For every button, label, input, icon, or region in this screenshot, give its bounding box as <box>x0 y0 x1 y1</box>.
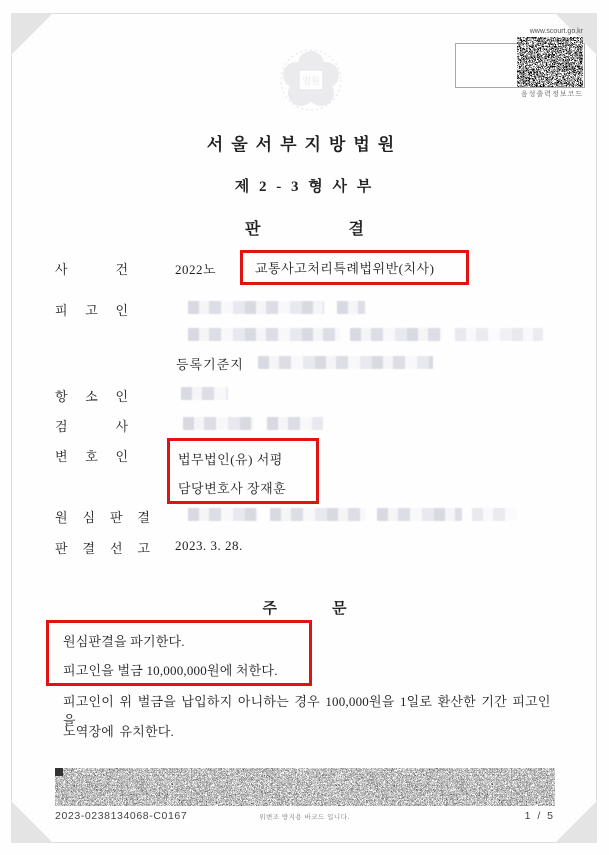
disposition-heading-left-char: 주 <box>262 601 277 617</box>
division-title: 제 2 - 3 형 사 부 <box>234 179 375 195</box>
domicile-label: 등록기준지 <box>176 357 244 372</box>
doc-title-left-char: 판 <box>245 221 261 238</box>
page-number: 1 / 5 <box>524 810 555 822</box>
order-line-fine: 피고인을 벌금 10,000,000원에 처한다. <box>63 663 278 678</box>
redacted-defendant-name <box>188 301 324 314</box>
document-title <box>0 216 609 239</box>
document-id: 2023-0238134068-C0167 <box>55 810 188 822</box>
redacted-address-3 <box>455 328 543 341</box>
appellant-label: 항 소 인 <box>55 389 128 404</box>
court-name-title: 서울서부지방법원 <box>206 135 403 154</box>
redacted-lower-judgment-3 <box>377 508 462 521</box>
redacted-domicile <box>258 356 433 369</box>
disposition-heading-right-char: 문 <box>332 601 347 617</box>
redacted-lower-judgment-1 <box>188 508 258 521</box>
order-line-reversal: 원심판결을 파기한다. <box>63 634 185 649</box>
qr-code-icon <box>517 37 583 87</box>
sentencing-date-label: 판 결 선 고 <box>55 541 150 556</box>
prosecutor-label: 검 사 <box>55 419 128 434</box>
redacted-lower-judgment-4 <box>472 508 517 521</box>
redacted-defendant-extra <box>337 301 365 314</box>
case-number-year: 2022노 <box>175 262 217 277</box>
counsel-label: 변 호 인 <box>55 449 128 464</box>
disposition-heading <box>0 597 609 618</box>
lower-judgment-label: 원 심 판 결 <box>55 510 150 525</box>
court-seal-watermark <box>278 47 344 113</box>
barcode-strip <box>55 768 555 806</box>
charge-highlight-box <box>240 250 469 285</box>
order-body-line-1: 피고인이 위 벌금을 납입하지 아니하는 경우 100,000원을 1일로 환산한 기간 피고인을 <box>63 694 551 728</box>
counsel-highlight-box <box>167 438 319 504</box>
anti-forgery-note: 위변조 방지용 바코드 입니다. <box>259 814 350 821</box>
sentencing-date-value: 2023. 3. 28. <box>175 538 243 553</box>
redacted-address-2 <box>350 328 442 341</box>
redacted-prosecutor-2 <box>267 417 323 430</box>
redacted-appellant <box>181 387 228 400</box>
counsel-firm: 법무법인(유) 서평 <box>178 452 283 467</box>
redacted-lower-judgment-2 <box>270 508 366 521</box>
order-body-line-2: 노역장에 유치한다. <box>63 724 174 739</box>
defendant-label: 피 고 인 <box>55 303 128 318</box>
seal-label: 법원 <box>302 76 320 86</box>
doc-title-right-char: 결 <box>348 221 364 238</box>
case-number-label: 사 건 <box>55 262 128 277</box>
order-highlight-box <box>46 620 312 686</box>
qr-caption-label: 음성출력정보코드 <box>520 91 583 98</box>
charge-text: 교통사고처리특례법위반(치사) <box>255 261 435 276</box>
counsel-attorney: 담당변호사 장재훈 <box>178 481 287 496</box>
redacted-address-1 <box>188 328 340 341</box>
scourt-url-label: www.scourt.go.kr <box>529 28 583 35</box>
redacted-prosecutor-1 <box>183 417 253 430</box>
